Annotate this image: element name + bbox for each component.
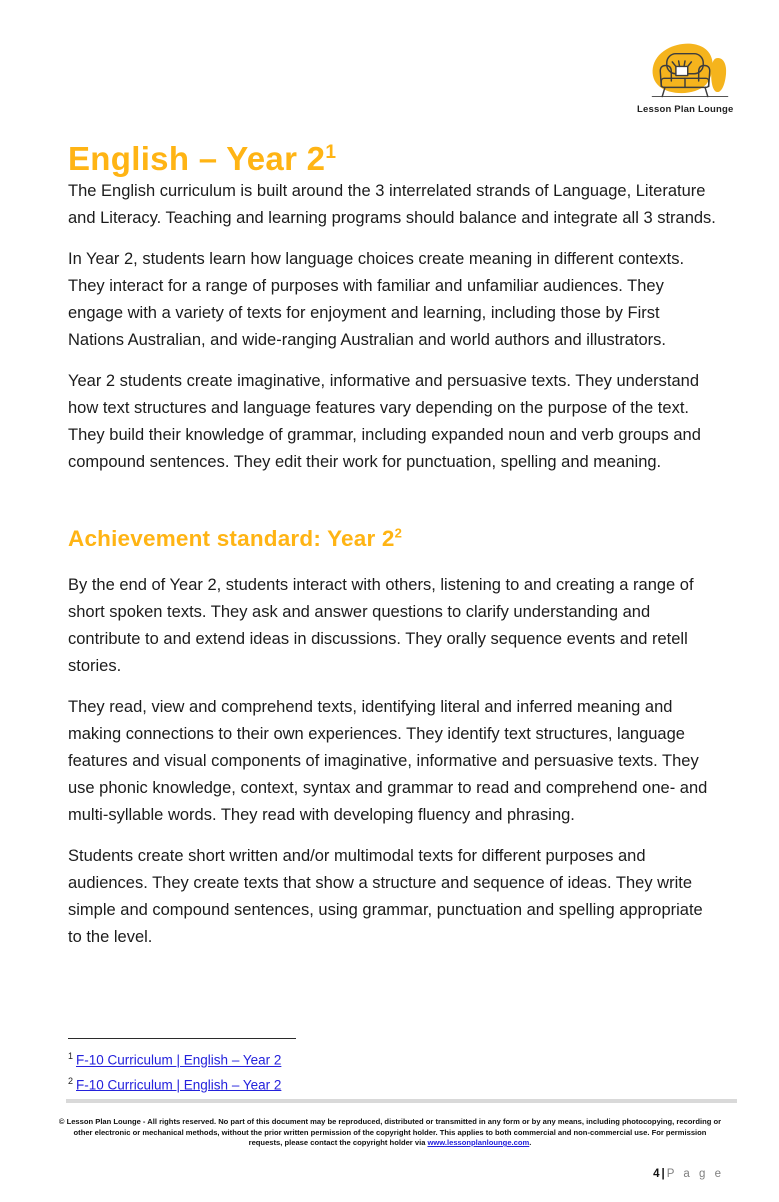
footer-copyright [58, 1117, 722, 1149]
footnote-separator [68, 1038, 296, 1039]
intro-paragraph-2: In Year 2, students learn how language choices create meaning in different contexts. They interact for a range of purposes with familiar and unfamiliar audiences. They engage with a variety of texts for enjoyment and learning, including those by First Nations Australian, and wide-ranging Australian and world authors and illustrators. [68, 250, 685, 349]
achievement-standard-heading [68, 526, 720, 552]
footnote-1-marker: 1 [68, 1051, 74, 1061]
footnote-1-link[interactable]: F-10 Curriculum | English – Year 2 [76, 1052, 282, 1068]
footer-copyright-text: © Lesson Plan Lounge - All rights reserved. No part of this document may be reproduced, distributed or transmitted in any form or by any means, including photocopying, recording or other electronic or mechanical methods, without the prior written permission of the copyright holder. This applies to both commercial and non-commercial use. For permission requests, please contact the copyright holder via [58, 1117, 722, 1147]
page-number-label: P a g e [666, 1168, 724, 1180]
footnotes-section [68, 1038, 468, 1095]
achievement-paragraph-1: By the end of Year 2, students interact with others, listening to and creating a range of short spoken texts. They ask and answer questions to clarify understanding and contribute to and extend ideas in discussions. They orally sequence events and retell stories. [68, 576, 694, 675]
achievement-paragraph-3: Students create short written and/or multimodal texts for different purposes and audiences. They create texts that show a structure and sequence of ideas. They write simple and compound sentences, using grammar, punctuation and spelling appropriate to the level. [68, 847, 703, 946]
logo-caption: Lesson Plan Lounge [637, 104, 734, 115]
intro-paragraph-1: The English curriculum is built around the 3 interrelated strands of Language, Literature and Literacy. Teaching and learning programs should balance and integrate all 3 strands. [68, 182, 716, 227]
footnote-1 [68, 1046, 468, 1071]
achievement-standard-heading-text: Achievement standard: Year 2 [68, 526, 395, 551]
footnote-2-marker: 2 [68, 1075, 74, 1086]
intro-paragraph-3: Year 2 students create imaginative, informative and persuasive texts. They understand how text structures and language features vary depending on the purpose of the text. They build their knowledge of grammar, including expanded noun and verb groups and compound sentences. They edit their work for punctuation, spelling and meaning. [68, 372, 701, 471]
footnote-2 [68, 1071, 468, 1096]
footer-link-suffix: . [529, 1138, 532, 1147]
footer-divider [66, 1099, 737, 1103]
page-number [653, 1168, 724, 1180]
footer-website-link[interactable]: www.lessonplanlounge.com [427, 1138, 530, 1147]
page-number-value: 4 [653, 1168, 660, 1180]
achievement-paragraph-2: They read, view and comprehend texts, identifying literal and inferred meaning and making connections to their own experiences. They identify text structures, language features and visual components of imaginative, informative and persuasive texts. They use phonic knowledge, context, syntax and grammar to read and comprehend one- and multi-syllable words. They read with developing fluency and phrasing. [68, 698, 708, 824]
page-number-separator: | [661, 1168, 665, 1180]
page-title-footnote-ref[interactable]: 1 [325, 142, 337, 163]
footnote-2-link[interactable]: F-10 Curriculum | English – Year 2 [76, 1077, 282, 1092]
page-title [68, 140, 720, 178]
page-title-text: English – Year 2 [68, 140, 326, 177]
document-content [68, 0, 720, 965]
achievement-heading-footnote-ref[interactable]: 2 [394, 525, 403, 541]
